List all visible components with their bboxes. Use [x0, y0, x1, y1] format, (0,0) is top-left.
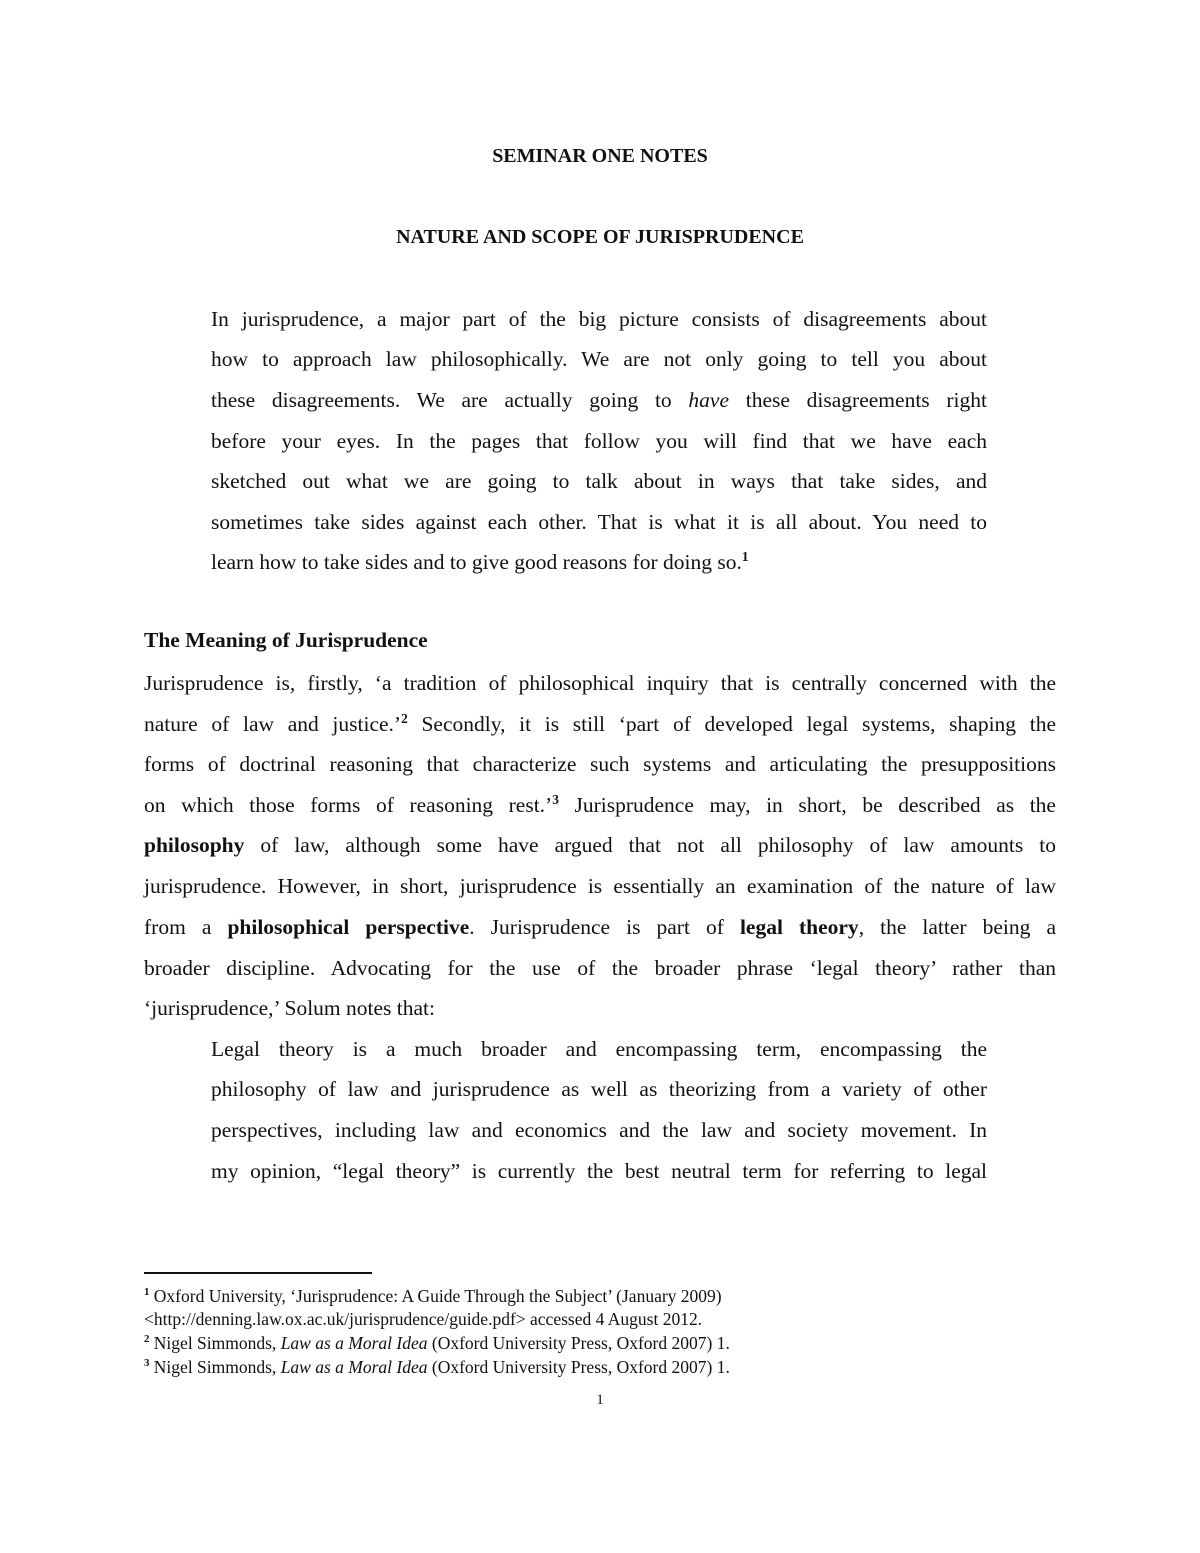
- footnote-number: 2: [144, 1333, 150, 1346]
- intro-text: learn how to take sides and to give good reasons for doing so.: [211, 550, 742, 574]
- intro-line: how to approach law philosophically. We are not only going to tell you about: [211, 347, 987, 371]
- paragraph-line: [144, 710, 1056, 738]
- footnote-divider: [144, 1272, 372, 1274]
- footnote-text: Nigel Simmonds,: [149, 1333, 281, 1353]
- footnote-text: Nigel Simmonds,: [149, 1357, 281, 1377]
- footnote-number: 3: [144, 1357, 150, 1370]
- paragraph-text: Jurisprudence may, in short, be described as the: [558, 793, 1056, 817]
- quote-line: my opinion, “legal theory” is currently the best neutral term for referring to legal: [211, 1159, 987, 1183]
- quote-line: philosophy of law and jurisprudence as well as theorizing from a variety of other: [211, 1077, 987, 1101]
- footnote-ref[interactable]: 3: [552, 791, 559, 807]
- paragraph-text: of law, although some have argued that not all philosophy of law amounts to: [244, 833, 1056, 857]
- intro-line: sometimes take sides against each other. That is what it is all about. You need to: [211, 510, 987, 534]
- paragraph-text: . Jurisprudence is part of: [469, 915, 740, 939]
- paragraph-line: ‘jurisprudence,’ Solum notes that:: [144, 996, 435, 1020]
- bold-term: philosophy: [144, 833, 245, 857]
- intro-line: In jurisprudence, a major part of the big picture consists of disagreements about: [211, 307, 987, 331]
- page-number: 1: [596, 1392, 604, 1408]
- section-heading: The Meaning of Jurisprudence: [144, 628, 428, 652]
- paragraph-text: , the latter being a: [858, 915, 1056, 939]
- footnote-ref[interactable]: 2: [401, 710, 408, 726]
- quote-line: perspectives, including law and economics and the law and society movement. In: [211, 1118, 987, 1142]
- paragraph-line: jurisprudence. However, in short, jurisprudence is essentially an examination of the nature of law: [144, 874, 1056, 898]
- bold-term: legal theory: [739, 915, 859, 939]
- quote-line: Legal theory is a much broader and encompassing term, encompassing the: [211, 1037, 987, 1061]
- intro-line: sketched out what we are going to talk about in ways that take sides, and: [211, 469, 987, 493]
- bold-term: philosophical perspective: [227, 915, 470, 939]
- paragraph-line: [144, 913, 1056, 941]
- footnote-1: [144, 1284, 722, 1308]
- paragraph-text: on which those forms of reasoning rest.’: [144, 793, 553, 817]
- footnote-book-title: Law as a Moral Idea: [280, 1333, 428, 1353]
- footnote-text: (Oxford University Press, Oxford 2007) 1.: [427, 1333, 730, 1353]
- footnote-ref[interactable]: 1: [741, 548, 749, 564]
- paragraph-line: [144, 791, 1056, 819]
- paragraph-text: from a: [144, 915, 228, 939]
- document-subtitle: NATURE AND SCOPE OF JURISPRUDENCE: [396, 226, 804, 248]
- paragraph-line: Jurisprudence is, firstly, ‘a tradition of philosophical inquiry that is centrally concerned with the: [144, 671, 1056, 695]
- intro-text: these disagreements. We are actually going to: [211, 388, 672, 412]
- footnote-3: [144, 1355, 730, 1379]
- paragraph-text: Secondly, it is still ‘part of developed legal systems, shaping the: [407, 712, 1056, 736]
- intro-text: these disagreements right: [745, 388, 988, 412]
- footnote-2: [144, 1331, 730, 1355]
- paragraph-line: [144, 831, 1056, 859]
- footnote-number: 1: [144, 1286, 150, 1299]
- intro-line: [211, 386, 987, 414]
- intro-line: [211, 548, 749, 576]
- paragraph-line: forms of doctrinal reasoning that characterize such systems and articulating the presuppositions: [144, 752, 1056, 776]
- footnote-text: (Oxford University Press, Oxford 2007) 1.: [427, 1357, 730, 1377]
- footnote-text: Oxford University, ‘Jurisprudence: A Guide Through the Subject’ (January 2009): [149, 1286, 722, 1306]
- footnote-book-title: Law as a Moral Idea: [280, 1357, 428, 1377]
- paragraph-text: nature of law and justice.’: [144, 712, 402, 736]
- footnote-1-url[interactable]: <http://denning.law.ox.ac.uk/jurisprudence/guide.pdf> accessed 4 August 2012.: [144, 1309, 703, 1329]
- paragraph-line: broader discipline. Advocating for the use of the broader phrase ‘legal theory’ rather than: [144, 956, 1056, 980]
- document-title: SEMINAR ONE NOTES: [492, 145, 708, 167]
- emphasis-have: have: [688, 388, 730, 412]
- intro-line: before your eyes. In the pages that follow you will find that we have each: [211, 429, 987, 453]
